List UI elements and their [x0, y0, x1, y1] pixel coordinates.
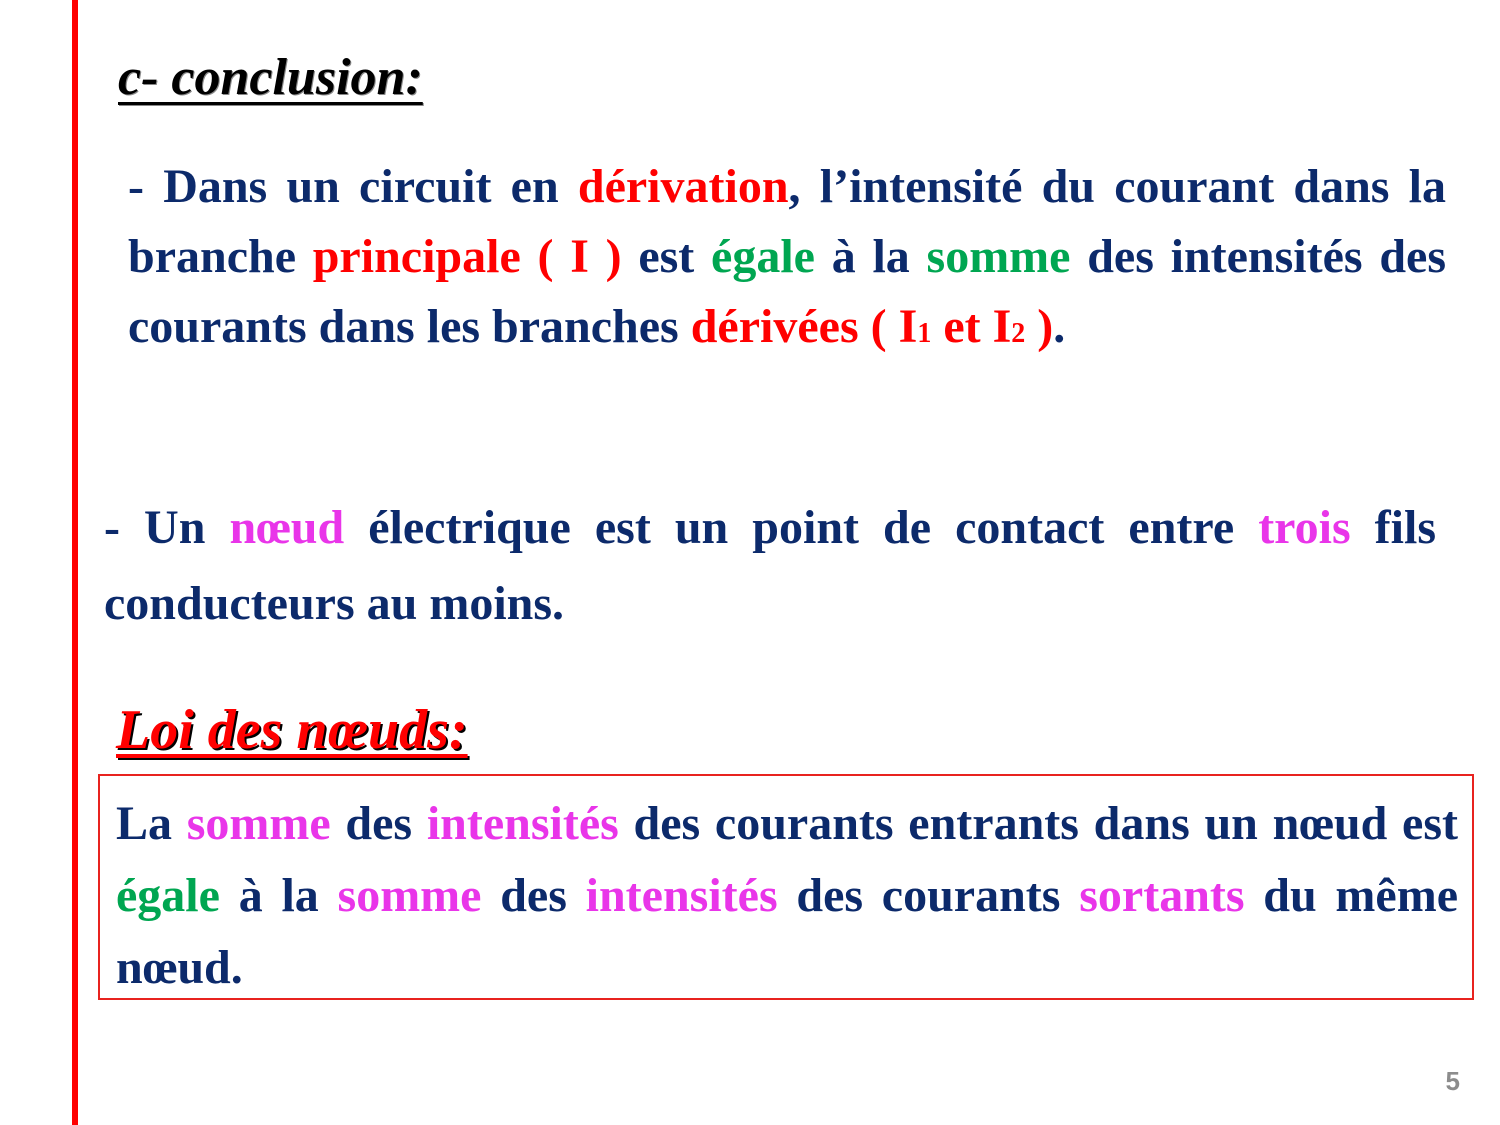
keyword-derivation: dérivation [577, 160, 789, 213]
keyword-somme: somme [337, 869, 482, 922]
keyword-egale: égale [711, 230, 815, 283]
keyword-egale: égale [116, 869, 220, 922]
section-title-conclusion: c- conclusion: [118, 49, 423, 106]
keyword-intensites: intensités [426, 797, 619, 850]
text-run: des [330, 797, 427, 850]
law-statement-text [116, 788, 1458, 1004]
left-red-rule [72, 0, 78, 1125]
text-run: fils conducteurs au moins. [104, 501, 1437, 630]
text-run: est [621, 230, 712, 283]
text-run: à la [814, 230, 927, 283]
text-run: à la [219, 869, 338, 922]
keyword-noeud: nœud [229, 501, 345, 554]
keyword-derivees: dérivées ( I [690, 300, 918, 353]
keyword-close-paren: ) [1025, 300, 1054, 353]
page-number: 5 [1445, 1066, 1460, 1096]
conclusion-paragraph-2 [104, 490, 1436, 642]
section-title-loi-des-noeuds: Loi des nœuds: [116, 699, 468, 761]
keyword-somme: somme [186, 797, 331, 850]
keyword-somme: somme [926, 230, 1071, 283]
conclusion-paragraph-1 [128, 152, 1446, 369]
text-run: du même nœud. [116, 869, 1458, 994]
keyword-sortants: sortants [1079, 869, 1245, 922]
subscript-1: 1 [917, 318, 932, 349]
text-run: , l’intensité du courant dans la branche [128, 160, 1447, 283]
text-run: des intensités des courants dans les branches [128, 230, 1447, 353]
keyword-principale: principale ( I ) [312, 230, 622, 283]
text-run: des courants entrants dans un nœud est [618, 797, 1459, 850]
text-run: électrique est un point de contact entre [344, 501, 1259, 554]
keyword-trois: trois [1258, 501, 1351, 554]
keyword-et-i: et I [931, 300, 1012, 353]
keyword-intensites: intensités [585, 869, 778, 922]
text-run: - Dans un circuit en [128, 160, 578, 213]
text-run: . [1053, 300, 1066, 353]
text-run: des courants [777, 869, 1080, 922]
subscript-2: 2 [1011, 318, 1026, 349]
text-run: - Un [104, 501, 230, 554]
text-run: La [116, 797, 187, 850]
text-run: des [481, 869, 586, 922]
